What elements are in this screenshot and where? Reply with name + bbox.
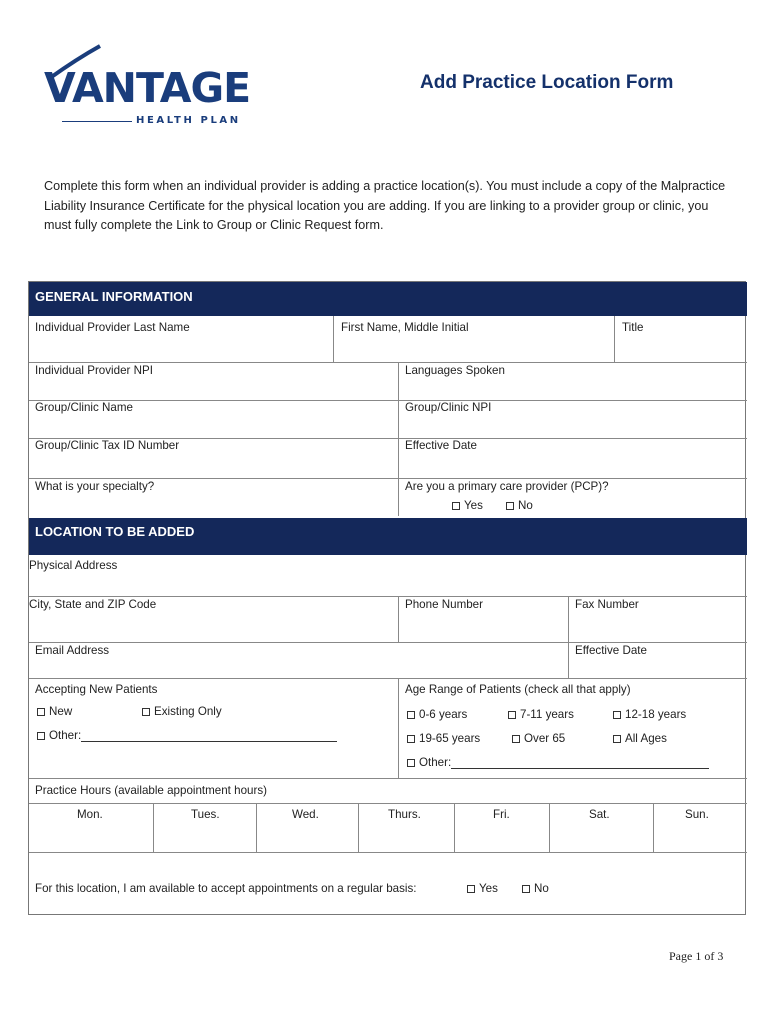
city-state-zip-label: City, State and ZIP Code: [29, 598, 157, 611]
age-option-label: 0-6 years: [419, 708, 468, 721]
divider: [614, 316, 615, 362]
phone-label: Phone Number: [405, 598, 483, 611]
divider: [398, 362, 399, 516]
new-label: New: [49, 705, 73, 718]
divider: [256, 803, 257, 852]
age-option-label: All Ages: [625, 732, 667, 745]
age-range-label: Age Range of Patients (check all that apply): [405, 683, 631, 696]
checkbox-icon[interactable]: [512, 735, 520, 743]
existing-only-label: Existing Only: [154, 705, 222, 718]
page-title: Add Practice Location Form: [420, 72, 674, 93]
day-sun: Sun.: [685, 808, 709, 821]
checkbox-icon[interactable]: [407, 735, 415, 743]
day-tue: Tues.: [191, 808, 220, 821]
age-option-19-65[interactable]: [407, 732, 480, 745]
age-option-other[interactable]: [407, 756, 709, 769]
logo-subtitle: HEALTH PLAN: [136, 115, 241, 126]
fax-label: Fax Number: [575, 598, 639, 611]
practice-location-form: [28, 281, 746, 915]
checkbox-icon[interactable]: [407, 759, 415, 767]
divider: [398, 678, 399, 778]
location-effective-date-label: Effective Date: [575, 644, 647, 657]
practice-hours-label: Practice Hours (available appointment hours): [35, 784, 267, 797]
pcp-no-option[interactable]: [506, 499, 533, 512]
divider: [29, 362, 747, 363]
age-other-text-field[interactable]: [451, 758, 709, 769]
age-option-7-11[interactable]: [508, 708, 574, 721]
age-option-label: 19-65 years: [419, 732, 481, 745]
availability-yes-label: Yes: [479, 882, 498, 895]
vantage-logo: [44, 42, 251, 128]
accepting-new-option[interactable]: [37, 705, 72, 718]
day-mon: Mon.: [77, 808, 103, 821]
group-npi-label: Group/Clinic NPI: [405, 401, 492, 414]
group-name-label: Group/Clinic Name: [35, 401, 133, 414]
intro-text: Complete this form when an individual provider is adding a practice location(s). You must include a copy of the Malpractice Liability Insurance Certificate for the physical location you are adding. If you are linking to a provider group or clinic, you must fully complete the Link to Group or Clinic Request form.: [44, 179, 726, 232]
day-sat: Sat.: [589, 808, 610, 821]
availability-yes-option[interactable]: [467, 882, 498, 895]
pcp-yes-option[interactable]: [452, 499, 483, 512]
divider: [454, 803, 455, 852]
checkbox-icon[interactable]: [467, 885, 475, 893]
checkbox-icon[interactable]: [508, 711, 516, 719]
divider: [29, 678, 747, 679]
divider: [29, 400, 747, 401]
divider: [153, 803, 154, 852]
divider: [29, 642, 747, 643]
checkbox-icon[interactable]: [613, 735, 621, 743]
divider: [653, 803, 654, 852]
checkbox-icon[interactable]: [452, 502, 460, 510]
checkbox-icon[interactable]: [37, 708, 45, 716]
logo-wordmark: VANTAGE: [44, 64, 251, 112]
other-text-field[interactable]: [81, 731, 337, 742]
divider: [29, 852, 747, 853]
divider: [549, 803, 550, 852]
day-fri: Fri.: [493, 808, 510, 821]
divider: [29, 803, 747, 804]
page-number: Page 1 of 3: [669, 949, 724, 963]
accepting-label: Accepting New Patients: [35, 683, 158, 696]
logo-rule: [62, 121, 132, 122]
physical-address-label: Physical Address: [29, 559, 118, 572]
age-option-0-6[interactable]: [407, 708, 467, 721]
specialty-label: What is your specialty?: [35, 480, 155, 493]
checkbox-icon[interactable]: [506, 502, 514, 510]
npi-label: Individual Provider NPI: [35, 364, 153, 377]
accepting-other-option[interactable]: [37, 729, 337, 742]
age-option-over-65[interactable]: [512, 732, 565, 745]
availability-question: For this location, I am available to accept appointments on a regular basis:: [35, 882, 417, 895]
email-label: Email Address: [35, 644, 110, 657]
checkbox-icon[interactable]: [613, 711, 621, 719]
divider: [29, 596, 747, 597]
checkbox-icon[interactable]: [142, 708, 150, 716]
last-name-label: Individual Provider Last Name: [35, 321, 190, 334]
age-option-12-18[interactable]: [613, 708, 686, 721]
accepting-existing-option[interactable]: [142, 705, 222, 718]
age-other-label: Other:: [419, 756, 452, 769]
divider: [29, 778, 747, 779]
location-header: LOCATION TO BE ADDED: [29, 518, 747, 555]
checkbox-icon[interactable]: [522, 885, 530, 893]
divider: [29, 478, 747, 479]
day-thu: Thurs.: [388, 808, 421, 821]
checkbox-icon[interactable]: [407, 711, 415, 719]
pcp-yes-label: Yes: [464, 499, 483, 512]
general-info-header: GENERAL INFORMATION: [29, 282, 747, 316]
other-label: Other:: [49, 729, 82, 742]
divider: [398, 596, 399, 642]
title-label: Title: [622, 321, 644, 334]
day-wed: Wed.: [292, 808, 319, 821]
pcp-question: Are you a primary care provider (PCP)?: [405, 480, 609, 493]
age-option-all-ages[interactable]: [613, 732, 667, 745]
effective-date-label: Effective Date: [405, 439, 477, 452]
divider: [568, 596, 569, 678]
age-option-label: Over 65: [524, 732, 566, 745]
availability-no-label: No: [534, 882, 549, 895]
checkbox-icon[interactable]: [37, 732, 45, 740]
tax-id-label: Group/Clinic Tax ID Number: [35, 439, 180, 452]
age-option-label: 7-11 years: [520, 708, 574, 721]
first-name-label: First Name, Middle Initial: [341, 321, 469, 334]
pcp-no-label: No: [518, 499, 533, 512]
availability-no-option[interactable]: [522, 882, 549, 895]
divider: [333, 316, 334, 362]
divider: [358, 803, 359, 852]
age-option-label: 12-18 years: [625, 708, 687, 721]
languages-label: Languages Spoken: [405, 364, 505, 377]
